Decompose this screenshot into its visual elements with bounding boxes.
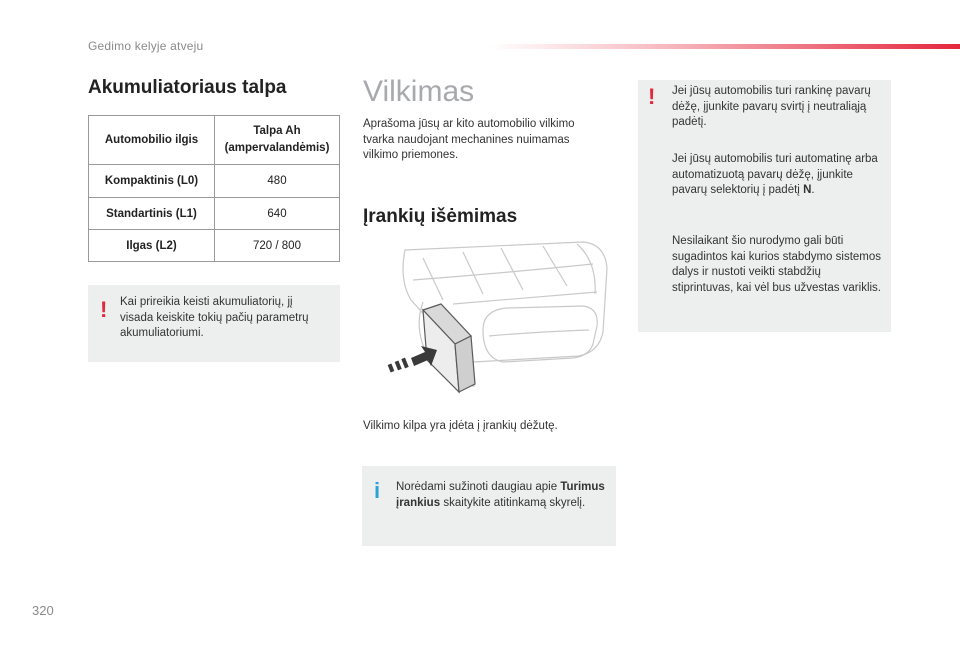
info-note-text [396, 480, 606, 511]
towing-paragraph: Aprašoma jūsų ar kito automobilio vilkimo tvarka naudojant mechanines nuimamas vilkimo priemones. [363, 118, 575, 161]
page-number: 320 [32, 603, 54, 618]
col-header-length: Automobilio ilgis [89, 116, 215, 165]
warning-icon: ! [648, 84, 656, 109]
seat-toolbox-illustration [383, 240, 613, 400]
table-row [89, 230, 340, 262]
table-row [89, 198, 340, 230]
warning-manual-gearbox: Jei jūsų automobilis turi rankinę pavarų dėžę, įjunkite pavarų svirtį į neutraliąją padėtį. [672, 85, 871, 128]
table-row [89, 165, 340, 198]
row-value: 480 [215, 165, 340, 198]
col-header-capacity-line2: (ampervalandėmis) [224, 142, 330, 154]
towing-heading: Vilkimas [363, 75, 475, 108]
col-header-capacity [215, 116, 340, 165]
table-header-row [89, 116, 340, 165]
gearbox-warning-note [638, 80, 891, 332]
tools-info-note [362, 466, 616, 546]
row-value: 720 / 800 [215, 230, 340, 262]
warning-icon: ! [100, 297, 108, 322]
battery-heading: Akumuliatoriaus talpa [88, 77, 287, 98]
warning-consequence: Nesilaikant šio nurodymo gali būti sugadintos kai kurios stabdymo sistemos dalys ir nustoti veikti stabdžių stiprintuvas, kai vėl bus užvestas variklis. [672, 235, 882, 294]
tools-heading: Įrankių išėmimas [363, 206, 518, 227]
col-header-capacity-line1: Talpa Ah [253, 125, 301, 137]
warning-auto-suffix: . [811, 184, 815, 196]
row-label: Standartinis (L1) [89, 198, 215, 230]
row-label: Kompaktinis (L0) [89, 165, 215, 198]
info-note-suffix: skaitykite atitinkamą skyrelį. [443, 496, 586, 509]
seat-toolbox-drawing [383, 240, 613, 400]
info-note-link-text: Turimus įrankius [396, 481, 605, 509]
info-icon: i [374, 478, 381, 503]
battery-warning-note [88, 285, 340, 362]
warning-automatic-gearbox [672, 152, 882, 199]
battery-capacity-table [88, 115, 340, 262]
gear-position-n: N [803, 184, 812, 196]
section-title: Gedimo kelyje atveju [88, 39, 204, 53]
info-note-prefix: Norėdami sužinoti daugiau apie [396, 481, 558, 493]
row-value: 640 [215, 198, 340, 230]
battery-note-text: Kai prireikia keisti akumuliatorių, jį visada keiskite tokių pačių parametrų akumuliatoriumi. [120, 296, 309, 339]
toolbox-caption: Vilkimo kilpa yra įdėta į įrankių dėžutę. [363, 420, 558, 432]
header-accent-bar [490, 44, 960, 49]
row-label: Ilgas (L2) [89, 230, 215, 262]
warning-auto-text: Jei jūsų automobilis turi automatinę arba automatizuotą pavarų dėžę, įjunkite pavarų selektorių į padėtį [672, 153, 878, 196]
